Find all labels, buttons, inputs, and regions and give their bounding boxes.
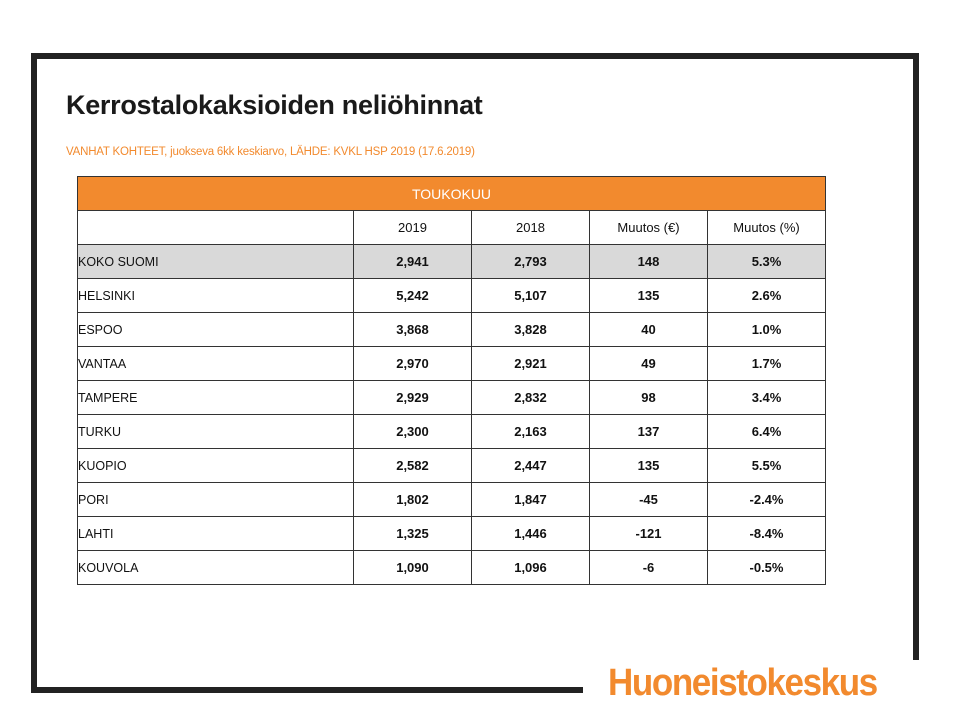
- table-row: [78, 313, 826, 347]
- cell-change-pct: -8.4%: [708, 517, 826, 551]
- table-header-row: [78, 211, 826, 245]
- column-header-2018: 2018: [472, 211, 590, 245]
- cell-2018: 2,163: [472, 415, 590, 449]
- cell-change-eur: -45: [590, 483, 708, 517]
- cell-city: HELSINKI: [78, 279, 354, 313]
- cell-city: LAHTI: [78, 517, 354, 551]
- cell-2018: 1,096: [472, 551, 590, 585]
- cell-change-eur: 40: [590, 313, 708, 347]
- page-title: Kerrostalokaksioiden neliöhinnat: [66, 90, 483, 120]
- table-row: [78, 483, 826, 517]
- cell-city: ESPOO: [78, 313, 354, 347]
- cell-city: PORI: [78, 483, 354, 517]
- page-subtitle: VANHAT KOHTEET, juokseva 6kk keskiarvo, LÄHDE: KVKL HSP 2019 (17.6.2019): [66, 146, 475, 158]
- cell-change-pct: 1.7%: [708, 347, 826, 381]
- table-row: [78, 347, 826, 381]
- cell-2019: 5,242: [354, 279, 472, 313]
- cell-change-eur: 135: [590, 279, 708, 313]
- cell-change-pct: -2.4%: [708, 483, 826, 517]
- cell-2018: 2,793: [472, 245, 590, 279]
- cell-2019: 3,868: [354, 313, 472, 347]
- column-header-change-pct: Muutos (%): [708, 211, 826, 245]
- cell-change-eur: 148: [590, 245, 708, 279]
- cell-2018: 1,446: [472, 517, 590, 551]
- table-row: [78, 381, 826, 415]
- table-row: [78, 517, 826, 551]
- cell-city: KOKO SUOMI: [78, 245, 354, 279]
- company-logo: Huoneistokeskus: [608, 662, 877, 704]
- cell-2019: 2,582: [354, 449, 472, 483]
- cell-2018: 2,447: [472, 449, 590, 483]
- cell-2019: 1,090: [354, 551, 472, 585]
- cell-city: TURKU: [78, 415, 354, 449]
- cell-2019: 1,325: [354, 517, 472, 551]
- cell-2019: 2,929: [354, 381, 472, 415]
- cell-city: KUOPIO: [78, 449, 354, 483]
- column-header-city: [78, 211, 354, 245]
- cell-2019: 1,802: [354, 483, 472, 517]
- cell-change-eur: 137: [590, 415, 708, 449]
- cell-change-eur: 135: [590, 449, 708, 483]
- cell-change-pct: 5.3%: [708, 245, 826, 279]
- table-row: [78, 415, 826, 449]
- table-row: [78, 245, 826, 279]
- price-table: [77, 176, 826, 585]
- cell-2019: 2,941: [354, 245, 472, 279]
- slide-frame-bottom: [31, 687, 583, 693]
- cell-change-pct: -0.5%: [708, 551, 826, 585]
- cell-change-eur: -6: [590, 551, 708, 585]
- cell-2018: 2,921: [472, 347, 590, 381]
- cell-2019: 2,970: [354, 347, 472, 381]
- cell-change-eur: 49: [590, 347, 708, 381]
- cell-change-pct: 1.0%: [708, 313, 826, 347]
- cell-change-eur: -121: [590, 517, 708, 551]
- cell-change-eur: 98: [590, 381, 708, 415]
- table-band-row: [78, 177, 826, 211]
- table-row: [78, 551, 826, 585]
- frame-gap: [907, 660, 919, 700]
- cell-change-pct: 3.4%: [708, 381, 826, 415]
- table-row: [78, 449, 826, 483]
- cell-2018: 2,832: [472, 381, 590, 415]
- cell-change-pct: 6.4%: [708, 415, 826, 449]
- cell-city: KOUVOLA: [78, 551, 354, 585]
- cell-change-pct: 5.5%: [708, 449, 826, 483]
- table-row: [78, 279, 826, 313]
- cell-city: TAMPERE: [78, 381, 354, 415]
- column-header-2019: 2019: [354, 211, 472, 245]
- column-header-change-eur: Muutos (€): [590, 211, 708, 245]
- cell-city: VANTAA: [78, 347, 354, 381]
- cell-2018: 1,847: [472, 483, 590, 517]
- cell-2019: 2,300: [354, 415, 472, 449]
- cell-2018: 5,107: [472, 279, 590, 313]
- table-band-label: TOUKOKUU: [78, 177, 826, 211]
- cell-2018: 3,828: [472, 313, 590, 347]
- cell-change-pct: 2.6%: [708, 279, 826, 313]
